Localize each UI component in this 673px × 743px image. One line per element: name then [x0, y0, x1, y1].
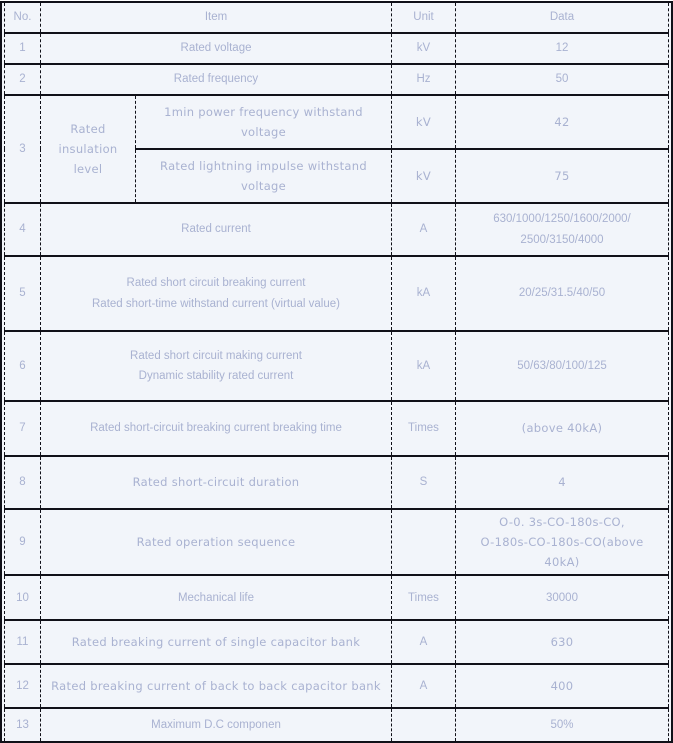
cell-unit: kV	[392, 149, 456, 203]
cell-item: Rated frequency	[41, 64, 392, 95]
cell-item-line2: Rated short-time withstand current (virtual value)	[92, 297, 340, 310]
cell-unit: Times	[392, 575, 456, 620]
table-row	[5, 664, 669, 708]
table-row	[5, 331, 669, 401]
cell-item: Mechanical life	[41, 575, 392, 620]
cell-unit: Hz	[392, 64, 456, 95]
cell-no: 11	[5, 620, 41, 664]
cell-item: Rated lightning impulse withstand voltage	[136, 149, 392, 203]
table-row	[5, 509, 669, 575]
cell-unit: kA	[392, 256, 456, 331]
header-row	[5, 3, 669, 33]
cell-item	[41, 331, 392, 401]
cell-data-line1: 630/1000/1250/1600/2000/	[493, 213, 631, 226]
cell-unit: Times	[392, 401, 456, 456]
cell-data: (above 40kA)	[456, 401, 669, 456]
cell-item: Rated current	[41, 203, 392, 256]
cell-data-line1: O-0. 3s-CO-180s-CO,	[499, 515, 625, 529]
cell-no: 4	[5, 203, 41, 256]
cell-item: Rated short-circuit duration	[41, 456, 392, 509]
cell-no: 12	[5, 664, 41, 708]
cell-unit: S	[392, 456, 456, 509]
col-header-item: Item	[41, 3, 392, 33]
table-row	[5, 256, 669, 331]
cell-data: 12	[456, 33, 669, 64]
cell-data: 50	[456, 64, 669, 95]
cell-unit	[392, 509, 456, 575]
cell-item-line2: Dynamic stability rated current	[138, 370, 294, 382]
cell-item: Maximum D.C componen	[41, 708, 392, 741]
cell-item: Rated voltage	[41, 33, 392, 64]
cell-data: 50/63/80/100/125	[456, 331, 669, 401]
table-row	[5, 95, 669, 149]
table-row	[5, 456, 669, 509]
cell-data: 4	[456, 456, 669, 509]
cell-unit	[392, 708, 456, 741]
cell-data-line2: 2500/3150/4000	[520, 233, 604, 246]
cell-no: 1	[5, 33, 41, 64]
table-row	[5, 575, 669, 620]
table-row	[5, 64, 669, 95]
cell-group-label: Rated insulation level	[41, 95, 136, 203]
table-row	[5, 620, 669, 664]
cell-no: 7	[5, 401, 41, 456]
cell-unit: A	[392, 620, 456, 664]
cell-item	[41, 256, 392, 331]
cell-no: 10	[5, 575, 41, 620]
cell-data: 50%	[456, 708, 669, 741]
cell-unit: kA	[392, 331, 456, 401]
table-row	[5, 708, 669, 741]
cell-no: 8	[5, 456, 41, 509]
spec-table-container	[0, 1, 673, 743]
cell-data: 20/25/31.5/40/50	[456, 256, 669, 331]
col-header-data: Data	[456, 3, 669, 33]
cell-data: 630	[456, 620, 669, 664]
cell-no: 5	[5, 256, 41, 331]
col-header-no: No.	[5, 3, 41, 33]
cell-item: Rated short-circuit breaking current breaking time	[41, 401, 392, 456]
cell-no: 13	[5, 708, 41, 741]
cell-unit: kV	[392, 95, 456, 149]
table-row	[5, 401, 669, 456]
cell-data	[456, 203, 669, 256]
cell-data: 400	[456, 664, 669, 708]
cell-no: 3	[5, 95, 41, 203]
cell-no: 2	[5, 64, 41, 95]
cell-item: Rated operation sequence	[41, 509, 392, 575]
cell-unit: kV	[392, 33, 456, 64]
col-header-unit: Unit	[392, 3, 456, 33]
cell-unit: A	[392, 664, 456, 708]
cell-item: Rated breaking current of back to back capacitor bank	[41, 664, 392, 708]
cell-data	[456, 509, 669, 575]
table-row	[5, 203, 669, 256]
table-row	[5, 33, 669, 64]
cell-no: 9	[5, 509, 41, 575]
cell-data-line2: O-180s-CO-180s-CO(above 40kA)	[480, 535, 644, 570]
cell-item-line1: Rated short circuit making current	[130, 349, 302, 362]
cell-data: 30000	[456, 575, 669, 620]
cell-item: 1min power frequency withstand voltage	[136, 95, 392, 149]
cell-no: 6	[5, 331, 41, 401]
spec-table	[4, 3, 669, 741]
cell-item: Rated breaking current of single capacitor bank	[41, 620, 392, 664]
cell-data: 42	[456, 95, 669, 149]
cell-data: 75	[456, 149, 669, 203]
cell-item-line1: Rated short circuit breaking current	[126, 277, 306, 290]
cell-unit: A	[392, 203, 456, 256]
